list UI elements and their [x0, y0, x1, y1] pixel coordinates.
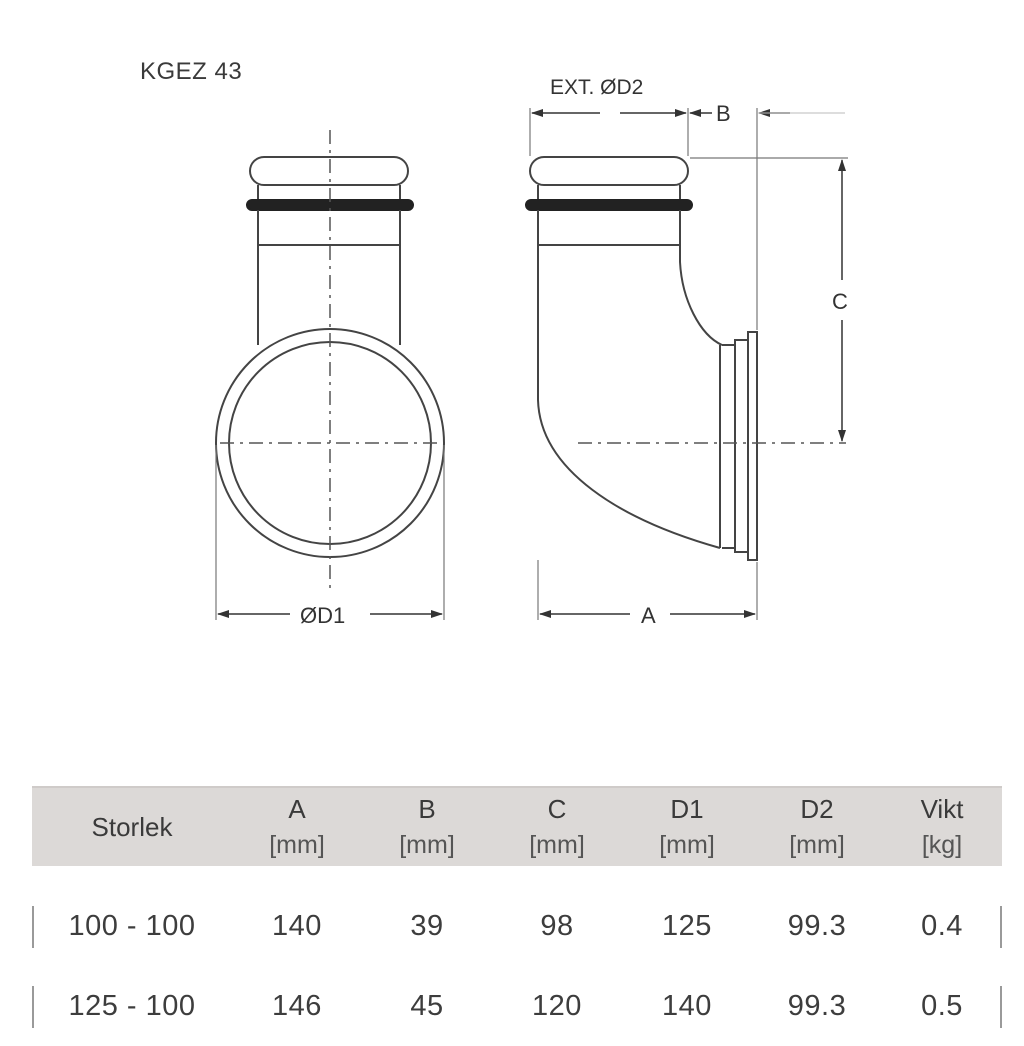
b-label: B — [716, 101, 731, 126]
header-d2: D2 [mm] — [789, 794, 845, 859]
table-header — [32, 786, 1002, 866]
header-storlek: Storlek — [91, 812, 173, 842]
table-row — [32, 886, 1002, 966]
a-label: A — [641, 603, 656, 628]
d1-label: ØD1 — [300, 603, 346, 628]
cell-c: 98 — [540, 909, 574, 942]
header-b: B [mm] — [399, 794, 455, 859]
cell-vikt: 0.5 — [921, 989, 963, 1022]
ext-d2-label: EXT. ØD2 — [550, 76, 644, 99]
cell-b: 45 — [410, 989, 444, 1022]
spec-table — [32, 786, 1002, 1046]
side-elbow-body — [538, 245, 722, 548]
side-seal-ring — [526, 200, 692, 210]
cell-a: 146 — [272, 989, 322, 1022]
front-top-collar — [250, 157, 408, 185]
cell-vikt: 0.4 — [921, 909, 963, 942]
cell-storlek: 100 - 100 — [68, 909, 196, 942]
side-view — [526, 108, 848, 620]
side-outlet-flange — [720, 332, 757, 560]
cell-d1: 140 — [662, 989, 712, 1022]
header-d1: D1 [mm] — [659, 794, 715, 859]
header-c: C [mm] — [529, 794, 585, 859]
front-view — [216, 130, 444, 620]
cell-storlek: 125 - 100 — [68, 989, 196, 1022]
cell-d2: 99.3 — [787, 909, 847, 942]
cell-d1: 125 — [662, 909, 712, 942]
product-title: KGEZ 43 — [140, 58, 243, 85]
front-collar-neck — [258, 185, 400, 200]
table-row — [32, 966, 1002, 1046]
cell-c: 120 — [532, 989, 582, 1022]
header-a: A [mm] — [269, 794, 325, 859]
cell-d2: 99.3 — [787, 989, 847, 1022]
front-body — [258, 210, 400, 345]
header-vikt: Vikt [kg] — [920, 794, 964, 859]
cell-a: 140 — [272, 909, 322, 942]
c-label: C — [832, 289, 848, 314]
cell-b: 39 — [410, 909, 444, 942]
side-top-collar — [530, 157, 688, 185]
